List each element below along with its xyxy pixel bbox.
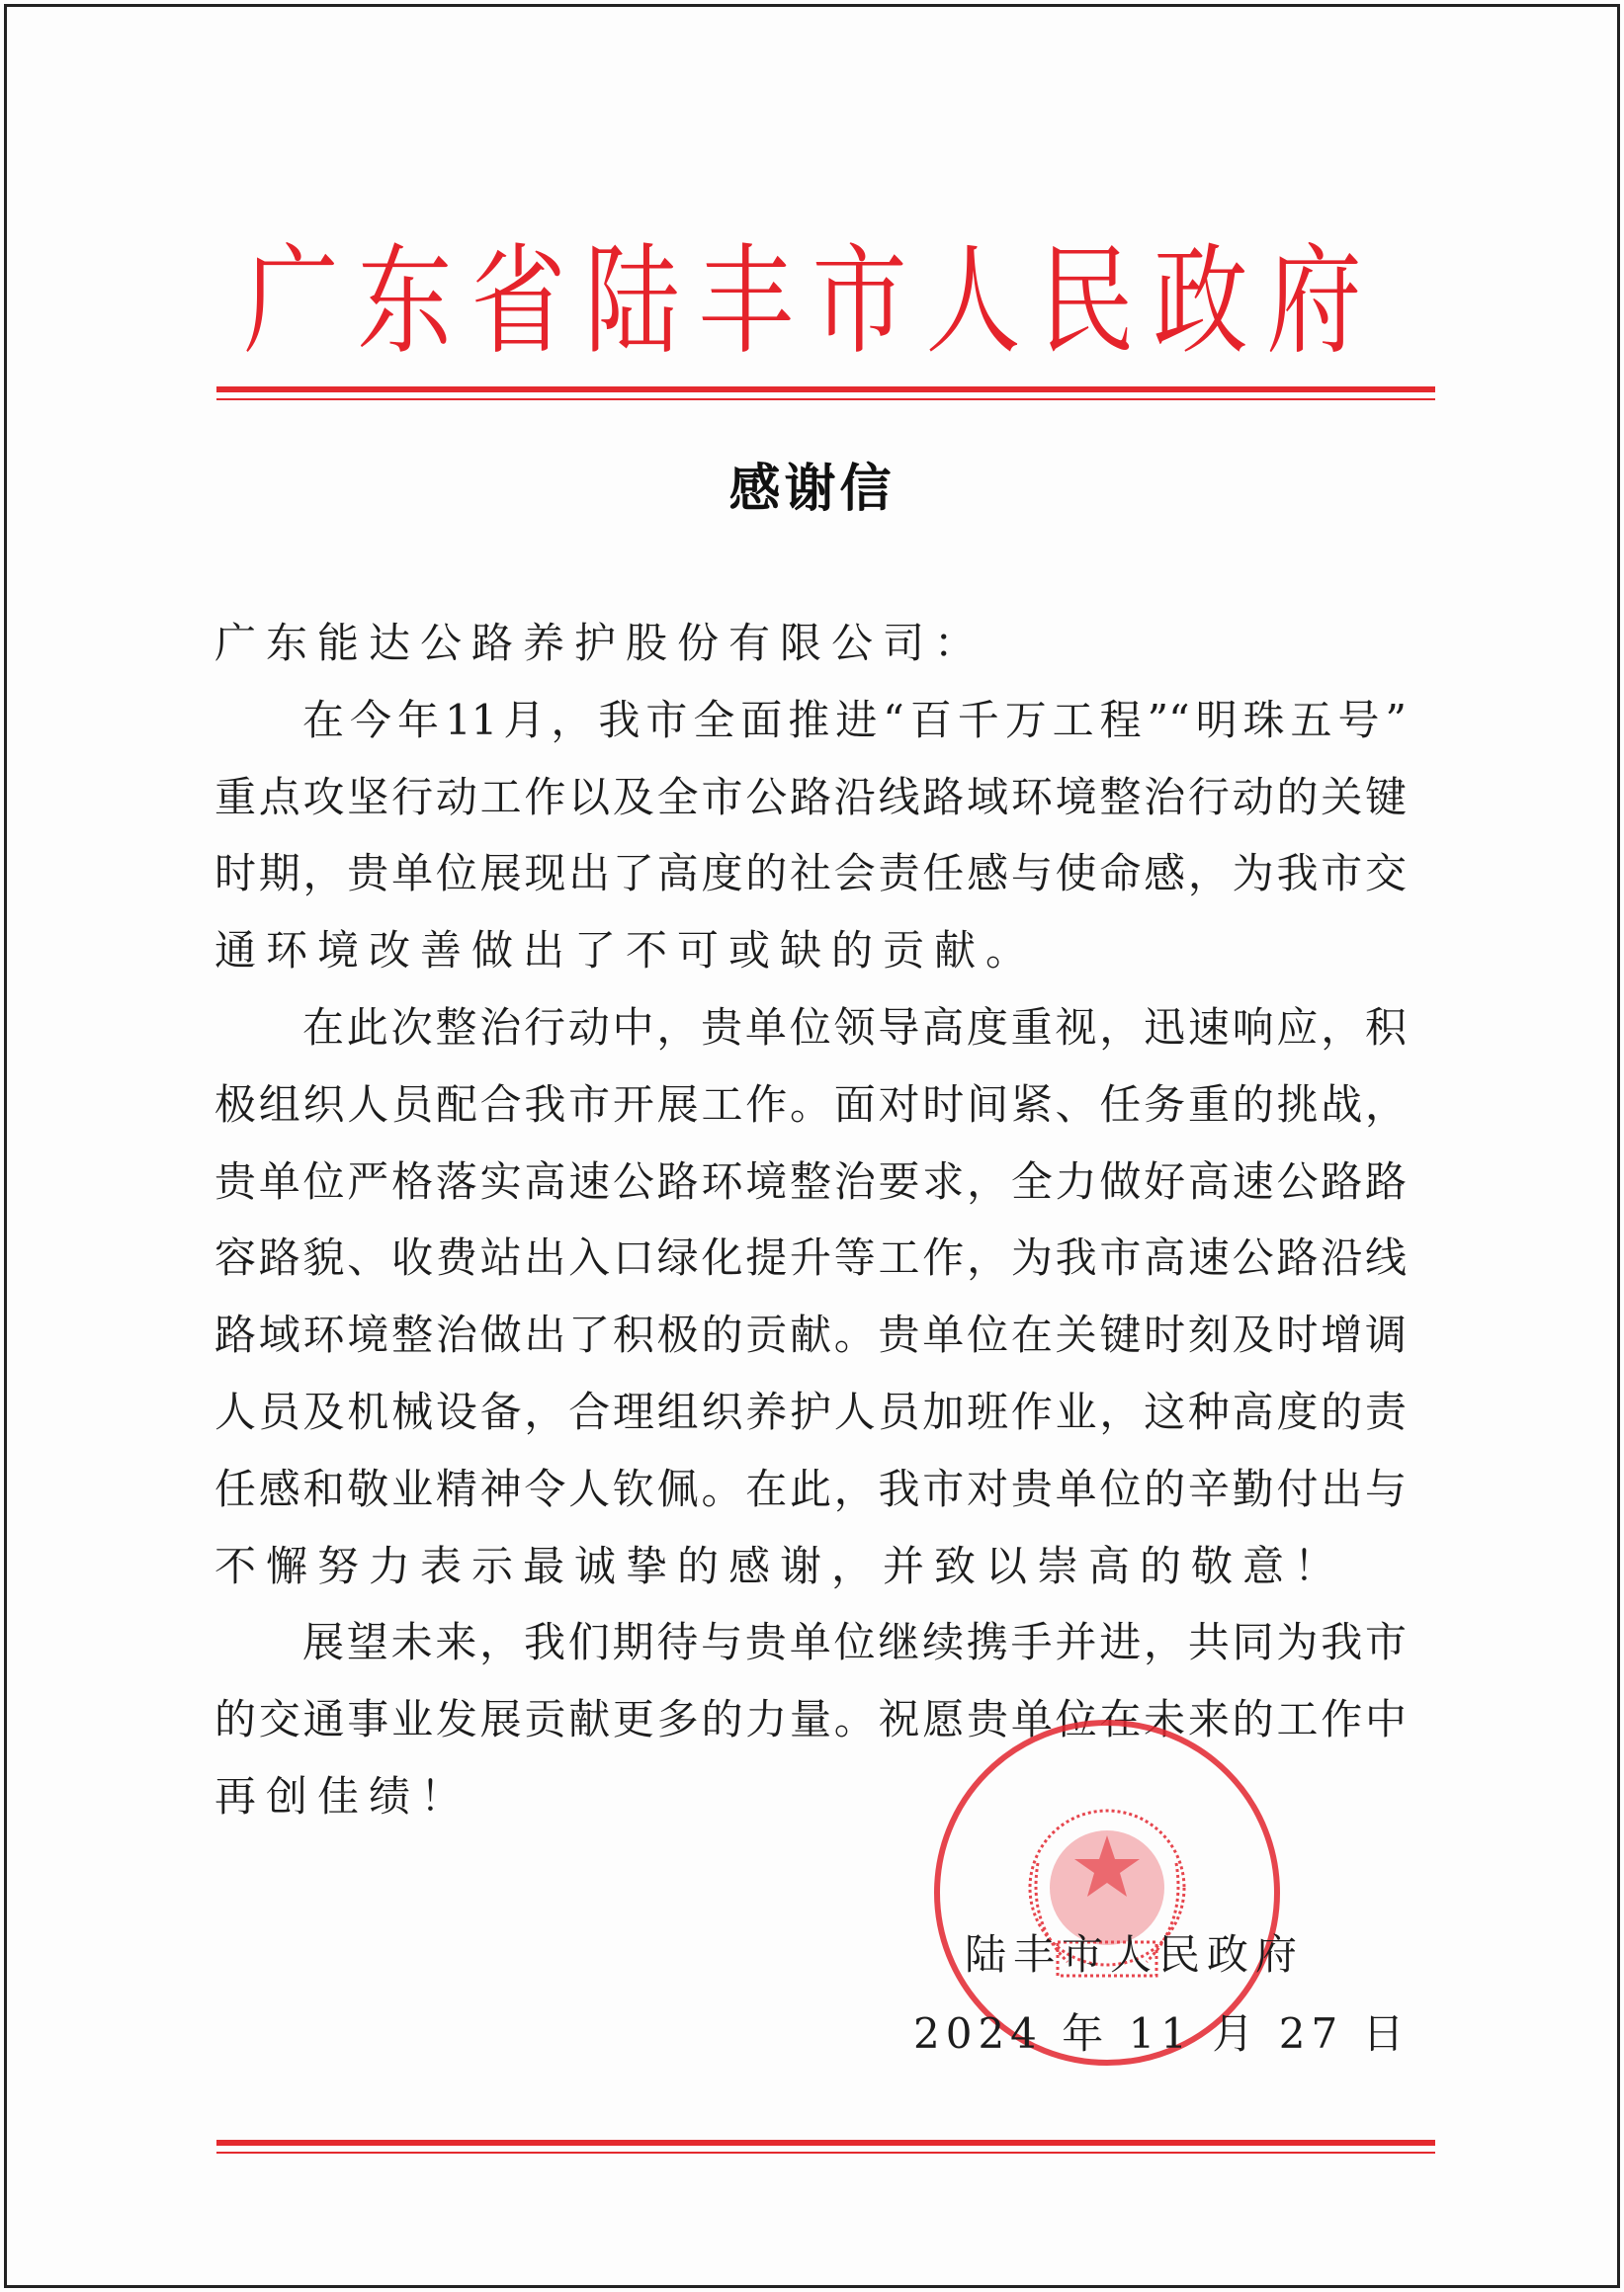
paragraph-2-line: 容路貌、收费站出入口绿化提升等工作，为我市高速公路沿线 — [214, 1233, 1407, 1283]
issuer-heading: 广东省陆丰市人民政府 — [243, 231, 1381, 371]
header-rule-thick — [216, 386, 1435, 392]
paragraph-2-line: 贵单位严格落实高速公路环境整治要求，全力做好高速公路路 — [214, 1156, 1407, 1206]
paragraph-2-line: 在此次整治行动中，贵单位领导高度重视，迅速响应，积 — [302, 1002, 1407, 1052]
header-rule-thin — [216, 398, 1435, 400]
paragraph-2-line: 人员及机械设备，合理组织养护人员加班作业，这种高度的责 — [214, 1387, 1407, 1436]
paragraph-1-line: 在今年11月，我市全面推进“百千万工程”“明珠五号” — [302, 695, 1407, 744]
paragraph-2-line: 不懈努力表示最诚挚的感谢，并致以崇高的敬意！ — [214, 1541, 1346, 1590]
paragraph-3-line: 的交通事业发展贡献更多的力量。祝愿贵单位在未来的工作中 — [214, 1695, 1407, 1744]
paragraph-3-line: 再创佳绩！ — [214, 1771, 472, 1821]
paragraph-1-line: 通环境改善做出了不可或缺的贡献。 — [214, 926, 1038, 976]
letter-body — [214, 605, 1407, 1835]
signature: 陆丰市人民政府 — [965, 1930, 1305, 1979]
paragraph-2-line: 极组织人员配合我市开展工作。面对时间紧、任务重的挑战， — [214, 1079, 1407, 1129]
letter-date: 2024 年 11 月 27 日 — [913, 2009, 1410, 2058]
paragraph-2-line: 任感和敬业精神令人钦佩。在此，我市对贵单位的辛勤付出与 — [214, 1464, 1407, 1513]
paragraph-3-line: 展望未来，我们期待与贵单位继续携手并进，共同为我市 — [302, 1618, 1407, 1667]
footer-rule-thick — [216, 2140, 1435, 2146]
paragraph-1-line: 重点攻坚行动工作以及全市公路沿线路域环境整治行动的关键 — [214, 772, 1407, 821]
paragraph-2-line: 路域环境整治做出了积极的贡献。贵单位在关键时刻及时增调 — [214, 1311, 1407, 1360]
document-title: 感谢信 — [728, 460, 896, 519]
paragraph-1-line: 时期，贵单位展现出了高度的社会责任感与使命感，为我市交 — [214, 849, 1407, 898]
salutation: 广东能达公路养护股份有限公司： — [214, 619, 986, 667]
footer-rule-thin — [216, 2152, 1435, 2154]
